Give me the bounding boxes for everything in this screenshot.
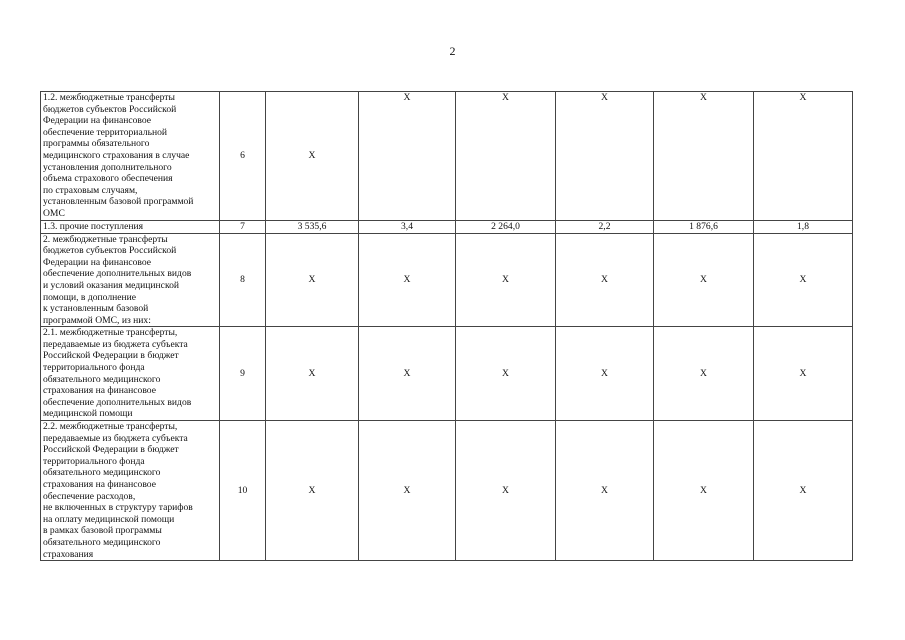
cell-value: X xyxy=(556,233,654,327)
cell-value: 3 535,6 xyxy=(266,220,359,233)
cell-value: X xyxy=(556,327,654,421)
row-description: 1.2. межбюджетные трансферты бюджетов субъектов Российской Федерации на финансовое обеспечение территориальной программы обязательного медицинского страхования в случае установления дополнительного объема страхового обеспечения по страховым случаям, установленным базовой программой ОМС xyxy=(41,92,220,221)
cell-value: X xyxy=(654,233,754,327)
cell-value: X xyxy=(359,92,456,221)
cell-value: 2 264,0 xyxy=(456,220,556,233)
cell-value: 1 876,6 xyxy=(654,220,754,233)
cell-value: X xyxy=(754,327,853,421)
cell-value: X xyxy=(556,421,654,561)
cell-value: X xyxy=(266,92,359,221)
row-code: 6 xyxy=(220,92,266,221)
row-code: 10 xyxy=(220,421,266,561)
cell-value: X xyxy=(556,92,654,221)
row-code: 7 xyxy=(220,220,266,233)
page-number: 2 xyxy=(449,44,456,58)
cell-value: 1,8 xyxy=(754,220,853,233)
cell-value: X xyxy=(359,327,456,421)
row-code: 8 xyxy=(220,233,266,327)
table-row xyxy=(41,233,853,327)
cell-value: X xyxy=(456,92,556,221)
cell-value: X xyxy=(754,421,853,561)
cell-value: X xyxy=(654,92,754,221)
cell-value: 3,4 xyxy=(359,220,456,233)
cell-value: X xyxy=(359,421,456,561)
table-row xyxy=(41,421,853,561)
table-row xyxy=(41,92,853,221)
cell-value: X xyxy=(654,327,754,421)
cell-value: X xyxy=(266,327,359,421)
cell-value: 2,2 xyxy=(556,220,654,233)
cell-value: X xyxy=(456,233,556,327)
row-description: 2.1. межбюджетные трансферты, передаваемые из бюджета субъекта Российской Федерации в бюджет территориального фонда обязательного медицинского страхования на финансовое обеспечение дополнительных видов медицинской помощи xyxy=(41,327,220,421)
row-description: 1.3. прочие поступления xyxy=(41,220,220,233)
cell-value: X xyxy=(754,92,853,221)
cell-value: X xyxy=(456,327,556,421)
budget-table xyxy=(40,91,853,561)
table-row xyxy=(41,327,853,421)
cell-value: X xyxy=(266,233,359,327)
row-description: 2.2. межбюджетные трансферты, передаваемые из бюджета субъекта Российской Федерации в бюджет территориального фонда обязательного медицинского страхования на финансовое обеспечение расходов, не включенных в структуру тарифов на оплату медицинской помощи в рамках базовой программы обязательного медицинского страхования xyxy=(41,421,220,561)
cell-value: X xyxy=(754,233,853,327)
cell-value: X xyxy=(456,421,556,561)
table-row xyxy=(41,220,853,233)
cell-value: X xyxy=(359,233,456,327)
row-code: 9 xyxy=(220,327,266,421)
cell-value: X xyxy=(654,421,754,561)
cell-value: X xyxy=(266,421,359,561)
row-description: 2. межбюджетные трансферты бюджетов субъектов Российской Федерации на финансовое обеспечение дополнительных видов и условий оказания медицинской помощи, в дополнение к установленным базовой программой ОМС, из них: xyxy=(41,233,220,327)
